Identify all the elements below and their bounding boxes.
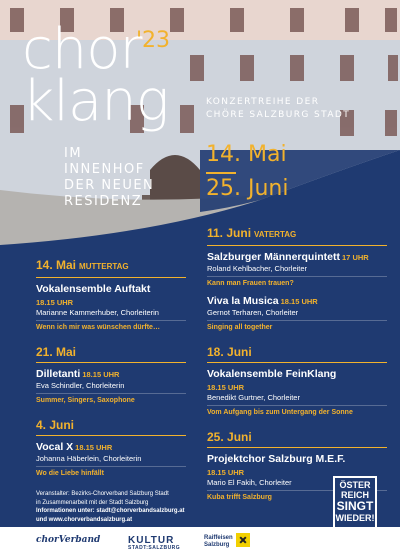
kultur-stadt-salzburg-logo: KULTUR STADT:SALZBURG: [128, 535, 181, 551]
event-motto: Wo die Liebe hinfällt: [36, 466, 186, 479]
event-date: 18. Juni: [207, 345, 252, 359]
raiffeisen-gable-icon: [236, 533, 250, 547]
event-date: 25. Juni: [207, 430, 252, 444]
event-card: [36, 256, 186, 333]
organizer-info: Veranstalter: Bezirks-Chorverband Salzburg Stadt in Zusammenarbeit mit der Stadt Salzburg Informationen unter: stadt@chorverbandsalzburg.at und www.chorverbandsalzburg.at: [36, 491, 185, 523]
subtitle: IM INNENHOF DER NEUEN RESIDENZ: [64, 146, 155, 209]
logo-line-1: chor: [22, 17, 142, 82]
event-title: Salzburger Männerquintett: [207, 251, 341, 263]
event-motto: Summer, Singers, Saxophone: [36, 393, 186, 406]
event-motto: Kuba trifft Salzburg: [207, 490, 387, 503]
raiffeisen-logo: Raiffeisen Salzburg: [204, 535, 233, 548]
event-title: Projektchor Salzburg M.E.F.: [207, 453, 346, 465]
event-card: [207, 295, 387, 333]
event-card: [207, 343, 387, 418]
event-title: Dilletanti: [36, 368, 81, 380]
event-card: [36, 343, 186, 406]
website-link: und www.chorverbandsalzburg.at: [36, 516, 133, 523]
events-left-column: [36, 256, 186, 489]
logo-line-2: klang: [22, 69, 169, 134]
event-conductor: Marianne Kammerhuber, Chorleiterin: [36, 308, 159, 317]
event-card: [207, 224, 387, 289]
event-motto: Kann man Frauen trauen?: [207, 276, 387, 289]
event-conductor: Johanna Häberlein, Chorleiterin: [36, 454, 142, 463]
event-motto: Vom Aufgang bis zum Untergang der Sonne: [207, 405, 387, 418]
event-date: 14. Mai: [36, 258, 77, 272]
date-end: 25. Juni: [206, 176, 289, 201]
event-conductor: Mario El Fakih, Chorleiter: [207, 478, 292, 487]
event-motto: Wenn ich mir was wünschen dürfte…: [36, 320, 186, 333]
event-tag: VATERTAG: [254, 230, 297, 239]
event-date: 11. Juni: [207, 226, 252, 240]
event-time: 18.15 UHR: [36, 298, 74, 307]
event-time: 18.15 UHR: [207, 468, 245, 477]
event-conductor: Gernot Terharen, Chorleiter: [207, 308, 299, 317]
event-conductor: Roland Kehlbacher, Chorleiter: [207, 264, 308, 273]
event-title: Viva la Musica: [207, 295, 279, 307]
chorverband-logo: chorVerband: [36, 535, 101, 545]
event-time: 18.15 UHR: [75, 443, 113, 452]
event-title: Vokalensemble FeinKlang: [207, 368, 337, 380]
oesterreich-singt-wieder-badge: ÖSTER REICH SINGT WIEDER!: [333, 476, 377, 532]
logo-year: '23: [136, 28, 171, 53]
event-date: 21. Mai: [36, 345, 77, 359]
event-time: 18.15 UHR: [82, 370, 120, 379]
event-conductor: Benedikt Gurtner, Chorleiter: [207, 393, 300, 402]
event-time: 18.15 UHR: [207, 383, 245, 392]
concert-series-title: KONZERTREIHE DER CHÖRE SALZBURG STADT: [206, 97, 351, 120]
event-conductor: Eva Schindler, Chorleiterin: [36, 381, 125, 390]
event-title: Vokalensemble Auftakt: [36, 283, 151, 295]
event-date: 4. Juni: [36, 418, 75, 432]
sponsor-logo-strip: [0, 527, 400, 555]
date-start: 14. Mai: [206, 142, 287, 167]
event-tag: MUTTERTAG: [79, 262, 129, 271]
event-title: Vocal X: [36, 441, 74, 453]
contact-email: Informationen unter: stadt@chorverbandsalzburg.at: [36, 508, 185, 514]
event-card: [36, 416, 186, 479]
event-motto: Singing all together: [207, 320, 387, 333]
event-time: 17 UHR: [342, 253, 369, 262]
date-divider: [206, 172, 236, 174]
events-right-column: [207, 224, 387, 513]
event-time: 18.15 UHR: [280, 297, 318, 306]
